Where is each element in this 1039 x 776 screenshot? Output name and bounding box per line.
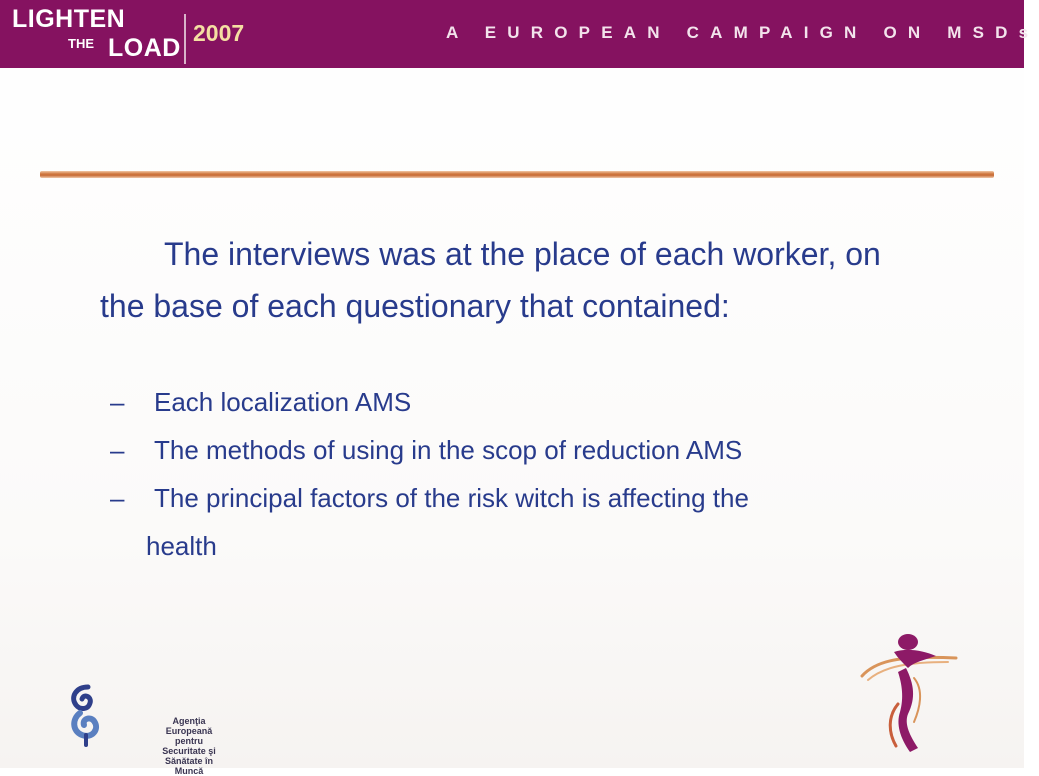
bullet-text: The principal factors of the risk witch is affecting the	[154, 483, 749, 513]
bullet-text: The methods of using in the scop of reduction AMS	[154, 435, 743, 465]
intro-paragraph: The interviews was at the place of each worker, on the base of each questionary that contained:	[100, 236, 881, 324]
bullet-text-continuation: health	[146, 531, 217, 561]
bullet-list	[110, 378, 960, 570]
campaign-figure-logo-icon	[858, 628, 964, 756]
logo-text-load: LOAD	[108, 34, 181, 62]
list-item	[110, 426, 960, 474]
bullet-dash: –	[110, 387, 125, 417]
title-divider-line	[40, 171, 994, 178]
bullet-dash: –	[110, 435, 125, 465]
list-item	[110, 474, 960, 570]
bullet-dash: –	[110, 483, 125, 513]
agency-name-line: pentru Securitate şi	[162, 736, 216, 756]
logo-separator	[184, 14, 186, 64]
bullet-text: Each localization AMS	[154, 387, 412, 417]
agency-name-line: Sănătate în Muncă	[164, 756, 213, 776]
agency-name-line: Agenţia Europeană	[165, 716, 213, 736]
campaign-title: A EUROPEAN CAMPAIGN ON MSDs	[446, 23, 1039, 42]
logo-text-the: THE	[68, 36, 94, 51]
eu-agency-logo-icon	[62, 683, 112, 747]
logo-text-lighten: LIGHTEN	[12, 5, 126, 33]
agency-name	[157, 716, 221, 776]
list-item	[110, 378, 960, 426]
logo-year: 2007	[193, 20, 245, 46]
header-banner	[0, 0, 1039, 68]
